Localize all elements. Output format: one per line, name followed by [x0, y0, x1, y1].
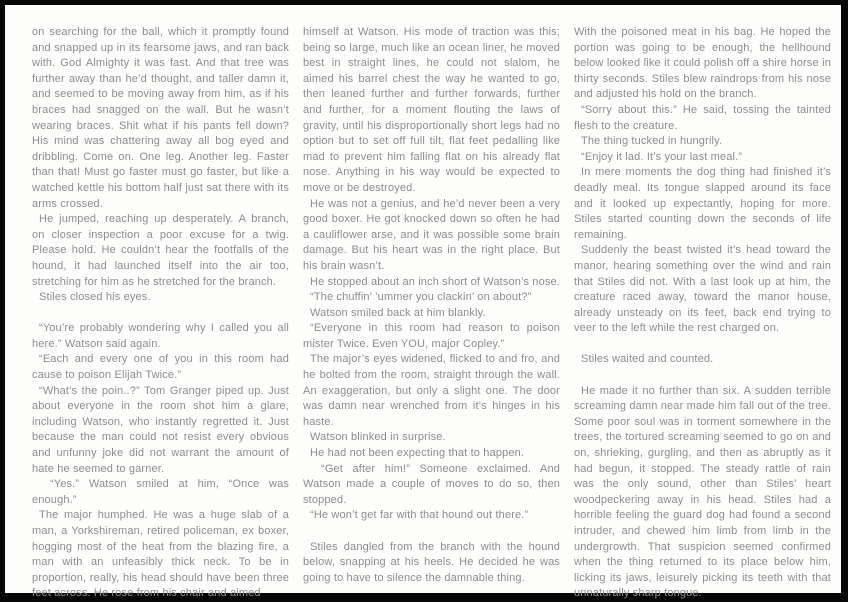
paragraph: “Get after him!” Someone exclaimed. And Watson made a couple of moves to do so, then stopped. [303, 462, 560, 506]
paragraph: He made it no further than six. A sudden terrible screaming damn near made him fall out of the tree. Some poor soul was in torment somewhere in the trees, the tortured screaming seemed to go on and on, shrieking, gurgling, and then as abruptly as it had begun, it stopped. The steady rattle of rain was the only sound, other than Stiles’ heart woodpeckering away in his head. Stiles had a horrible feeling the guard dog had found a second intruder, and chewed him limb from limb in the undergrowth. That suspicion seemed confirmed when the thing returned to its place below him, licking its jaws, leisurely picking its teeth with that unnaturally sharp tongue. [574, 384, 831, 600]
paragraph: The major’s eyes widened, flicked to and fro, and he bolted from the room, straight through the wall. An exaggeration, but only a slight one. The door was damn near wrenched from it’s hinges in his haste. [303, 353, 560, 428]
paragraph: In mere moments the dog thing had finished it’s deadly meal. Its tongue slapped around its face and it looked up expectantly, hoping for more. Stiles started counting down the seconds of life remaining. [574, 166, 831, 241]
paragraph: Stiles dangled from the branch with the hound below, snapping at his heels. He decided he was going to have to silence the damnable thing. [303, 540, 560, 584]
paragraph: himself at Watson. His mode of traction was this; being so large, much like an ocean liner, he moved best in straight lines, he could not slalom, he aimed his barrel chest the way he wanted to go, then leaned further and further forwards, further and further, for a moment flouting the laws of gravity, until his disproportionally short legs had no option but to set off full tilt, flat feet pedalling like mad to prevent him falling flat on his already flat nose. Anything in his way would be expected to move or be destroyed. [303, 26, 560, 194]
text-column-1 [32, 25, 289, 602]
paragraph: With the poisoned meat in his bag. He hoped the portion was going to be enough, the hellhound below looked like it could polish off a shire horse in thirty seconds. Stiles blew raindrops from his nose and adjusted his hold on the branch. [574, 26, 831, 101]
paragraph: “Enjoy it lad. It’s your last meal.” [581, 150, 743, 163]
paragraph: He stopped about an inch short of Watson’s nose. [310, 275, 560, 288]
paragraph: “Sorry about this.” He said, tossing the tainted flesh to the creature. [574, 103, 831, 132]
paragraph: Watson smiled back at him blankly. [310, 306, 486, 319]
paragraph: “Everyone in this room had reason to poison mister Twice. Even YOU, major Copley.” [303, 322, 560, 350]
paragraph: on searching for the ball, which it promptly found and snapped up in its fearsome jaws, and ran back with. God Almighty it was fast. And that tree was further away than he’d thought, and taller damn it, and seemed to be moving away from him, as if his braces had snagged on the wall. But he wasn’t wearing braces. Shit what if his pants fell down? His mind was chattering away all bog eyed and dribbling. Come on. One leg. Another leg. Faster than that! Must go faster must go faster, but like a watched kettle his bottom half just sat there with its arms crossed. [32, 26, 289, 210]
paragraph: “You’re probably wondering why I called you all here.” Watson said again. [32, 322, 289, 350]
text-column-2 [303, 25, 560, 586]
paragraph: He jumped, reaching up desperately. A branch, on closer inspection a poor excuse for a twig. Please hold. He couldn’t hear the footfalls of the hound, it had launched itself into the air too, stretching for him as he stretched for the branch. [32, 213, 289, 288]
paragraph: The major humphed. He was a huge slab of a man, a Yorkshireman, retired policeman, ex boxer, hogging most of the heat from the blazing fire, a man with an unfeasibly thick neck. To be in proportion, really, his head should have been three feet across. He rose from his chair and aimed [32, 509, 289, 600]
paragraph: “Each and every one of you in this room had cause to poison Elijah Twice.” [32, 353, 289, 382]
paragraph: Watson blinked in surprise. [310, 431, 446, 444]
paragraph: Stiles closed his eyes. [39, 291, 151, 304]
paragraph: Stiles waited and counted. [581, 353, 714, 366]
paragraph: He had not been expecting that to happen. [310, 447, 525, 460]
text-columns [32, 25, 831, 602]
paragraph: “He won’t get far with that hound out there.” [310, 509, 529, 522]
paragraph: “Yes.” Watson smiled at him, “Once was enough.” [32, 478, 289, 506]
text-column-3 [574, 25, 831, 602]
paragraph: The thing tucked in hungrily. [581, 135, 723, 148]
book-page [5, 5, 841, 600]
paragraph: “The chuffin’ ’ummer you clackin’ on about?” [310, 291, 532, 304]
paragraph: “What’s the poin..?” Tom Granger piped up. Just about everyone in the room shot him a glare, including Watson, who instantly regretted it. Just because the man could not resist every obvious and unfunny joke did not warrant the amount of hate he seemed to garner. [32, 384, 289, 475]
paragraph: Suddenly the beast twisted it’s head toward the manor, hearing something over the wind and rain that Stiles did not. With a last look up at him, the creature raced away, toward the manor house, already unsteady on its feet, back end trying to veer to the left while the rest charged on. [574, 244, 831, 335]
paragraph: He was not a genius, and he’d never been a very good boxer. He got knocked down so often he had a cauliflower arse, and it was possible some brain damage. But his heart was in the right place. But his brain wasn’t. [303, 197, 560, 272]
